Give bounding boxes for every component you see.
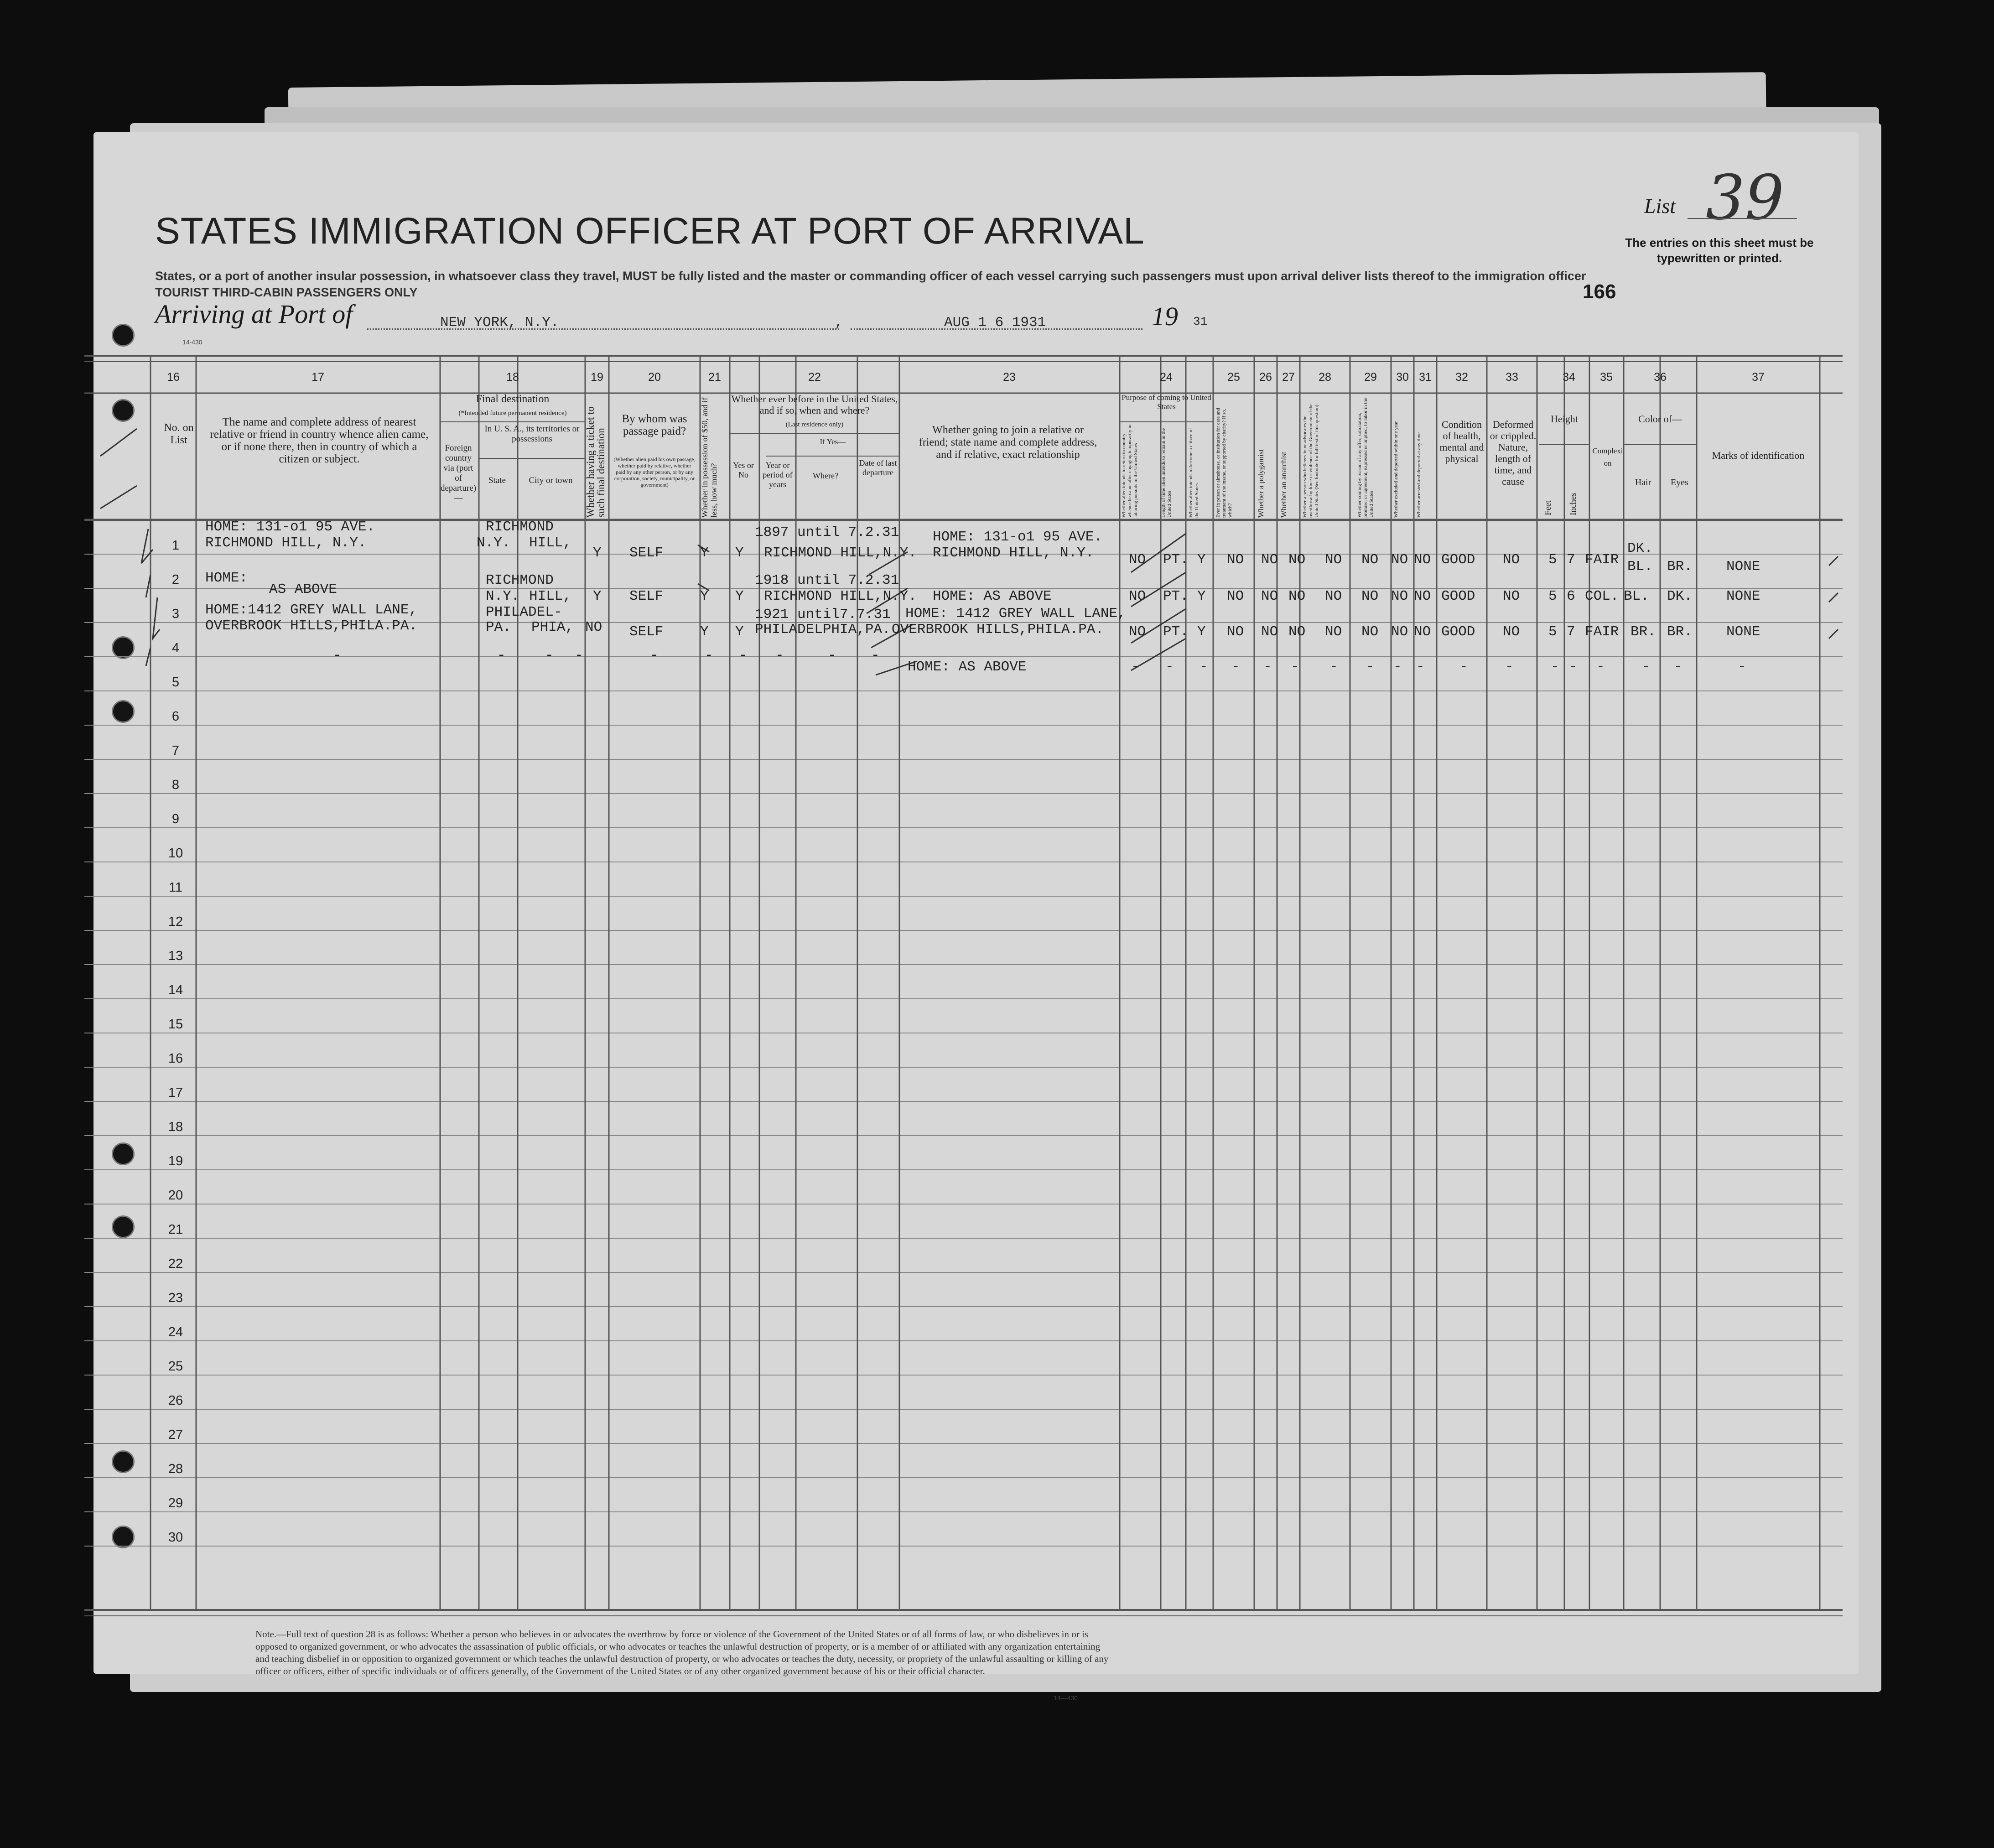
row4-dash: -	[1674, 659, 1682, 675]
col34-inches: Inches	[1568, 493, 1578, 515]
port-value: NEW YORK, N.Y.	[440, 315, 559, 331]
dest-city: PHILADEL-	[486, 604, 562, 620]
row-number: 28	[168, 1462, 183, 1476]
row-number: 11	[168, 880, 183, 895]
col36-eyes: Eyes	[1671, 478, 1688, 488]
health: GOOD	[1441, 588, 1475, 604]
row-number: 1	[171, 538, 180, 553]
col24-title: Purpose of coming to United States	[1122, 393, 1211, 411]
column-number: 16	[167, 371, 180, 384]
col18-note: (*Intended future permanent residence)	[458, 410, 567, 417]
hair: BL.	[1624, 588, 1649, 604]
inches: 6	[1567, 588, 1575, 604]
column-number: 34	[1563, 371, 1575, 384]
join-line: HOME: 131-o1 95 AVE.	[933, 529, 1103, 545]
column-number: 20	[648, 371, 661, 384]
footnote: Note.—Full text of question 28 is as follows: Whether a person who believes in or advocates the overthrow by force or violence of the Government of the United States or of all forms of law, or who disbelieves in or is opposed to organized government, or who advocates the assassination of public officials, or who advocates or teaches the unlawful destruction of property, or is a member of or affiliated with any organization entertaining and teaching disbelief in or opposition to organized government or which teaches the unlawful destruction of property, or who advocates or teaches the duty, necessity, or propriety of the unlawful assaulting or killing of any officer or officers, either of specific individuals or of officers generally, of the Government of the United States or of any other organized government because of his or their official character.	[255, 1629, 1109, 1677]
col22-ifyes: If Yes—	[820, 437, 846, 446]
col25-header: Ever in prison or almshouse, or institution for care and treatment of the insane, or supported by charity? If so, which?	[1215, 408, 1233, 518]
row-number: 27	[168, 1428, 183, 1442]
inches: 7	[1567, 552, 1575, 568]
row-number: 30	[168, 1530, 183, 1545]
paid-by: SELF	[629, 545, 664, 561]
col24b-header: Length of time alien intends to remain in the United States	[1161, 428, 1172, 518]
marks: NONE	[1726, 624, 1760, 640]
col26-header: Whether a polygamist	[1257, 449, 1265, 518]
arriving-label: Arriving at Port of	[155, 299, 353, 329]
row4-dash: -	[828, 648, 836, 664]
row-number: 22	[168, 1256, 183, 1271]
col16-header: No. on List	[164, 422, 194, 446]
row-number: 10	[168, 846, 183, 861]
row4-dash: -	[775, 648, 784, 664]
list-number: 39	[1706, 162, 1784, 234]
paid-by: SELF	[629, 588, 664, 604]
relative-line: OVERBROOK HILLS,PHILA.PA.	[205, 618, 418, 634]
column-number: 29	[1364, 371, 1377, 384]
col18-city: City or town	[529, 476, 573, 485]
row4-dash: -	[1642, 659, 1651, 675]
relative-line: RICHMOND HILL, N.Y.	[205, 535, 367, 551]
column-number: 31	[1419, 371, 1432, 384]
column-number: 37	[1752, 371, 1765, 384]
col18-usa: In U. S. A., its territories or possessions	[484, 424, 580, 444]
been-before: Y	[735, 545, 744, 561]
footer-code: 14—430	[1054, 1694, 1078, 1702]
row-number: 16	[168, 1051, 183, 1066]
anarchist: NO	[1288, 624, 1306, 640]
return: NO	[1129, 624, 1146, 640]
year-prefix: 19	[1152, 301, 1178, 331]
column-number: 18	[506, 371, 519, 384]
row4-dash: -	[1738, 659, 1746, 675]
row-number: 26	[168, 1393, 183, 1408]
column-number: 22	[808, 371, 821, 384]
col31-header: Whether arrested and deported at any time	[1416, 432, 1422, 518]
row4-dash: -	[1165, 659, 1174, 675]
page-title: STATES IMMIGRATION OFFICER AT PORT OF ARRIVAL	[155, 210, 1145, 252]
join-line: HOME: 1412 GREY WALL LANE,	[905, 606, 1126, 622]
col34-feet: Feet	[1543, 500, 1553, 515]
row4-dash: -	[1131, 659, 1140, 675]
list-label: List	[1644, 194, 1676, 218]
col37-header: Marks of identification	[1712, 450, 1805, 461]
eyes: DK.	[1667, 588, 1693, 604]
deformed: NO	[1503, 552, 1520, 568]
column-number: 25	[1227, 371, 1240, 384]
row4-dash: -	[1329, 659, 1338, 675]
length: PT.	[1163, 552, 1189, 568]
comma: ,	[835, 315, 843, 331]
row-number: 29	[168, 1496, 183, 1511]
dest-state: PA.	[486, 619, 511, 635]
col35-header: Complexion	[1592, 446, 1623, 467]
row4-dash: -	[1231, 659, 1240, 675]
where: RICHMOND HILL,N.Y.	[764, 545, 917, 561]
col22-date: Date of last departure	[859, 458, 897, 477]
row4-dash: -	[1569, 659, 1578, 675]
been-before: Y	[735, 624, 744, 640]
excluded: NO	[1391, 552, 1408, 568]
col30-header: Whether excluded and deported within one year	[1393, 421, 1399, 518]
column-number: 23	[1003, 371, 1016, 384]
row-number: 17	[168, 1085, 183, 1100]
row-number: 24	[168, 1325, 183, 1339]
row4-dash: -	[1263, 659, 1272, 675]
prison: NO	[1227, 624, 1244, 640]
dest-state: N.Y.	[486, 588, 520, 604]
marks: NONE	[1726, 559, 1760, 575]
col32-header: Condition of health, mental and physical	[1439, 419, 1484, 464]
row4-dash: -	[739, 648, 748, 664]
offer: NO	[1361, 588, 1379, 604]
form-code: 14-430	[182, 338, 203, 346]
join-line: OVERBROOK HILLS,PHILA.PA.	[892, 622, 1104, 638]
return: NO	[1129, 588, 1146, 604]
row4-dash: -	[1416, 659, 1425, 675]
col27-header: Whether an anarchist	[1279, 452, 1288, 518]
sheet-number: 166	[1583, 280, 1616, 303]
row-number: 9	[171, 812, 180, 826]
column-number: 27	[1282, 371, 1295, 384]
return: NO	[1129, 552, 1146, 568]
col22-where: Where?	[813, 471, 838, 480]
ticket: NO	[585, 619, 602, 635]
deported: NO	[1414, 552, 1431, 568]
complexion: FAIR	[1585, 624, 1619, 640]
row-number: 4	[171, 641, 180, 655]
deformed: NO	[1503, 588, 1520, 604]
row4-dash: -	[1366, 659, 1375, 675]
paid-by: SELF	[629, 624, 664, 640]
feet: 5	[1548, 588, 1557, 604]
column-number: 19	[591, 371, 603, 384]
column-number: 32	[1455, 371, 1468, 384]
dest-state: N.Y.	[477, 535, 511, 551]
row4-dash: -	[1393, 659, 1402, 675]
polygamist: NO	[1261, 624, 1278, 640]
column-number: 33	[1506, 371, 1518, 384]
col20-title: By whom was passage paid?	[622, 413, 687, 437]
dest-city: RICHMOND	[486, 519, 554, 535]
row4-dash: -	[871, 648, 880, 664]
row4-join: HOME: AS ABOVE	[908, 659, 1027, 675]
citizen: Y	[1197, 624, 1206, 640]
row-number: 8	[171, 778, 180, 792]
feet: 5	[1548, 624, 1557, 640]
been-before: Y	[735, 588, 744, 604]
col29-header: Whether coming by reason of any offer, solicitation, promise, or agreement, expressed or implied, to labor in the United States	[1357, 398, 1374, 518]
col19-header: Whether having a ticket to such final destination	[585, 406, 607, 518]
col22-title: Whether ever before in the United States, and if so, when and where?	[731, 393, 898, 416]
col18-title: Final destination	[476, 393, 550, 405]
overthrow: NO	[1325, 588, 1342, 604]
where: PHILADELPHIA,PA.	[755, 622, 891, 638]
row4-dash: -	[1459, 659, 1468, 675]
row4-dash: -	[497, 648, 506, 664]
row4-dash: -	[705, 648, 713, 664]
row-number: 25	[168, 1359, 183, 1374]
row-number: 14	[168, 983, 183, 997]
dest-city: HILL,	[529, 588, 572, 604]
column-number: 21	[708, 371, 721, 384]
anarchist: NO	[1288, 552, 1306, 568]
has-50: Y	[700, 588, 709, 604]
column-number: 35	[1600, 371, 1613, 384]
row4-dash: -	[1505, 659, 1514, 675]
col36-title: Color of—	[1638, 413, 1682, 425]
col21-header: Whether in possession of $50, and if less, how much?	[700, 397, 718, 518]
col33-header: Deformed or crippled. Nature, length of time, and cause	[1490, 419, 1537, 487]
prison: NO	[1227, 588, 1244, 604]
deported: NO	[1414, 624, 1431, 640]
row-number: 7	[171, 743, 180, 758]
row4-dash: -	[1551, 659, 1559, 675]
row4-dash: -	[545, 648, 554, 664]
row-number: 3	[171, 607, 180, 621]
excluded: NO	[1391, 624, 1408, 640]
relative-line: AS ABOVE	[269, 581, 337, 597]
eyes: BR.	[1667, 624, 1693, 640]
join-line: RICHMOND HILL, N.Y.	[933, 545, 1094, 561]
polygamist: NO	[1261, 552, 1278, 568]
offer: NO	[1361, 624, 1379, 640]
citizen: Y	[1197, 552, 1206, 568]
relative-line: HOME: 131-o1 95 AVE.	[205, 519, 375, 535]
health: GOOD	[1441, 624, 1475, 640]
join-line: HOME: AS ABOVE	[933, 588, 1052, 604]
deported: NO	[1414, 588, 1431, 604]
row-number: 6	[171, 709, 180, 724]
length: PT.	[1163, 624, 1189, 640]
row4-dash: -	[333, 648, 342, 664]
row-number: 19	[168, 1154, 183, 1168]
col20-note: (Whether alien paid his own passage, whether paid by relative, whether paid by any other person, or by any corporation, society, municipality, or government)	[613, 456, 696, 488]
col28-header: Whether a person who believes in or advocates the overthrow by force or violence of the Government of the United States (See footnote for full text of this question)	[1302, 403, 1319, 518]
polygamist: NO	[1261, 588, 1278, 604]
dest-city: PHIA,	[531, 619, 574, 635]
entries-note: The entries on this sheet must be typewritten or printed.	[1625, 236, 1814, 265]
column-number: 30	[1396, 371, 1409, 384]
hair: DK.	[1627, 540, 1653, 556]
row-number: 5	[171, 675, 180, 690]
period: 1897 until 7.2.31	[755, 524, 899, 540]
overthrow: NO	[1325, 624, 1342, 640]
feet: 5	[1548, 552, 1557, 568]
row4-dash: -	[1200, 659, 1208, 675]
hair: BL.	[1627, 559, 1653, 575]
subtitle: States, or a port of another insular possession, in whatsoever class they travel, MUST be fully listed and the master or commanding officer of each vessel carrying such passengers must upon arrival deliver lists thereof to the immigration officer	[155, 269, 1586, 283]
col24a-header: Whether alien intends to return to country whence he came after engaging temporarily in laboring pursuits in the United States	[1121, 424, 1138, 518]
col18-foreign: Foreign country via (port of departure)—	[440, 443, 477, 503]
has-50: Y	[700, 624, 709, 640]
excluded: NO	[1391, 588, 1408, 604]
col18-state: State	[488, 476, 506, 485]
col17-header: The name and complete address of nearest relative or friend in country whence alien came, or if none there, then in country of which a citizen or subject.	[210, 416, 429, 465]
relative-line: HOME:1412 GREY WALL LANE,	[205, 602, 418, 618]
offer: NO	[1361, 552, 1379, 568]
col23-header: Whether going to join a relative or friend; state name and complete address, and if relative, exact relationship	[919, 424, 1097, 461]
column-number: 17	[312, 371, 324, 384]
period: 1918 until 7.2.31	[755, 572, 899, 588]
length: PT.	[1163, 588, 1189, 604]
row-number: 21	[168, 1222, 183, 1237]
prison: NO	[1227, 552, 1244, 568]
inches: 7	[1567, 624, 1575, 640]
hair: BR.	[1631, 624, 1656, 640]
row4-dash: -	[575, 648, 583, 664]
class-line: TOURIST THIRD-CABIN PASSENGERS ONLY	[155, 286, 418, 299]
deformed: NO	[1503, 624, 1520, 640]
col22-year: Year or period of years	[763, 461, 793, 489]
dest-city: RICHMOND	[486, 572, 554, 588]
relative-line: HOME:	[205, 570, 248, 586]
date-value: AUG 1 6 1931	[944, 315, 1046, 331]
dest-city: HILL,	[529, 535, 572, 551]
year-suffix: 31	[1193, 315, 1208, 328]
row-number: 15	[168, 1017, 183, 1032]
ticket: Y	[593, 545, 602, 561]
row4-dash: -	[1596, 659, 1605, 675]
column-number: 24	[1160, 371, 1173, 384]
citizen: Y	[1197, 588, 1206, 604]
row-number: 12	[168, 914, 183, 929]
column-number: 28	[1319, 371, 1331, 384]
column-number: 36	[1654, 371, 1667, 384]
col36-hair: Hair	[1635, 478, 1651, 488]
row-number: 13	[168, 949, 183, 963]
col22-yesno: Yes or No	[733, 461, 754, 479]
complexion: FAIR	[1585, 552, 1619, 568]
anarchist: NO	[1288, 588, 1306, 604]
row4-dash: -	[650, 648, 659, 664]
overthrow: NO	[1325, 552, 1342, 568]
row-number: 2	[171, 572, 180, 587]
row-number: 18	[168, 1120, 183, 1134]
has-50: Y	[700, 545, 709, 561]
period: 1921 until7.7.31	[755, 607, 891, 623]
column-number: 26	[1259, 371, 1272, 384]
where: RICHMOND HILL,N.Y.	[764, 588, 917, 604]
col24c-header: Whether alien intends to become a citizen of the United States	[1188, 428, 1200, 518]
marks: NONE	[1726, 588, 1760, 604]
complexion: COL.	[1585, 588, 1619, 604]
row-number: 23	[168, 1291, 183, 1305]
row-number: 20	[168, 1188, 183, 1203]
eyes: BR.	[1667, 559, 1693, 575]
health: GOOD	[1441, 552, 1475, 568]
ticket: Y	[593, 588, 602, 604]
row4-dash: -	[1291, 659, 1299, 675]
col34-title: Height	[1551, 413, 1578, 425]
col22-note: (Last residence only)	[785, 421, 844, 428]
